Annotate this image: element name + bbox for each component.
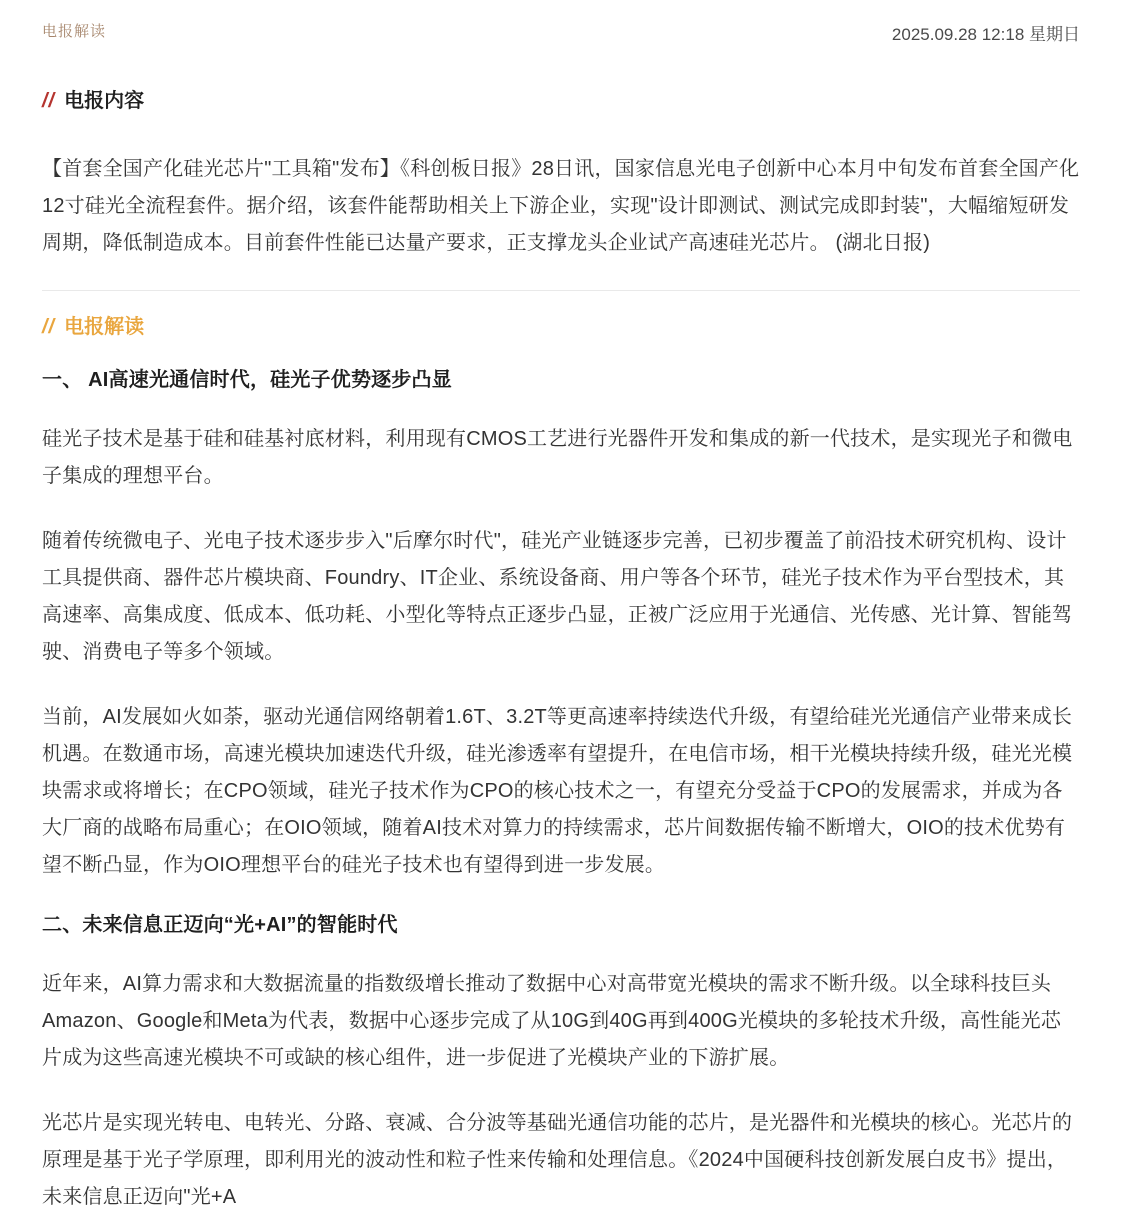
telegraph-content-heading [42,89,1080,113]
datetime-label: 2025.09.28 12:18 星期日 [891,25,1080,44]
interpretation-paragraph: 随着传统微电子、光电子技术逐步步入"后摩尔时代"，硅光产业链逐步完善，已初步覆盖了前沿技术研究机构、设计工具提供商、器件芯片模块商、Foundry、IT企业、系统设备商、用户等各个环节，硅光子技术作为平台型技术，其高速率、高集成度、低成本、低功耗、小型化等特点正逐步凸显，正被广泛应用于光通信、光传感、光计算、智能驾驶、消费电子等多个领域。 [42,530,1073,663]
interpretation-subheading-2: 二、未来信息正迈向“光+AI”的智能时代 [42,914,398,936]
interpretation-paragraph: 光芯片是实现光转电、电转光、分路、衰减、合分波等基础光通信功能的芯片，是光器件和光模块的核心。光芯片的原理是基于光子学原理，即利用光的波动性和粒子性来传输和处理信息。《2024中国硬科技创新发展白皮书》提出，未来信息正迈向"光+A [42,1112,1073,1208]
telegraph-content-paragraph: 【首套全国产化硅光芯片"工具箱"发布】《科创板日报》28日讯，国家信息光电子创新中心本月中旬发布首套全国产化12寸硅光全流程套件。据介绍，该套件能帮助相关上下游企业，实现"设计即测试、测试完成即封装"，大幅缩短研发周期，降低制造成本。目前套件性能已达量产要求，正支撑龙头企业试产高速硅光芯片。 (湖北日报) [42,158,1080,254]
interpretation-paragraph: 硅光子技术是基于硅和硅基衬底材料，利用现有CMOS工艺进行光器件开发和集成的新一代技术，是实现光子和微电子集成的理想平台。 [42,428,1073,487]
orange-slashes-icon: // [42,316,56,338]
page-title: 电报解读 [42,23,107,40]
interpretation-title: 电报解读 [64,316,145,338]
red-slashes-icon: // [42,90,56,112]
interpretation-paragraph: 当前，AI发展如火如荼，驱动光通信网络朝着1.6T、3.2T等更高速率持续迭代升级，有望给硅光光通信产业带来成长机遇。在数通市场，高速光模块加速迭代升级，硅光渗透率有望提升，在电信市场，相干光模块持续升级，硅光光模块需求或将增长；在CPO领域，硅光子技术作为CPO的核心技术之一，有望充分受益于CPO的发展需求，并成为各大厂商的战略布局重心；在OIO领域，随着AI技术对算力的持续需求，芯片间数据传输不断增大，OIO的技术优势有望不断凸显，作为OIO理想平台的硅光子技术也有望得到进一步发展。 [42,706,1073,876]
topbar [42,0,1080,45]
section-divider [42,290,1080,291]
interpretation-subheading-1: 一、 AI高速光通信时代，硅光子优势逐步凸显 [42,369,452,391]
interpretation-heading [42,315,1080,339]
interpretation-paragraph: 近年来，AI算力需求和大数据流量的指数级增长推动了数据中心对高带宽光模块的需求不断升级。以全球科技巨头Amazon、Google和Meta为代表，数据中心逐步完成了从10G到40G再到400G光模块的多轮技术升级，高性能光芯片成为这些高速光模块不可或缺的核心组件，进一步促进了光模块产业的下游扩展。 [42,973,1062,1069]
telegraph-content-title: 电报内容 [64,90,145,112]
